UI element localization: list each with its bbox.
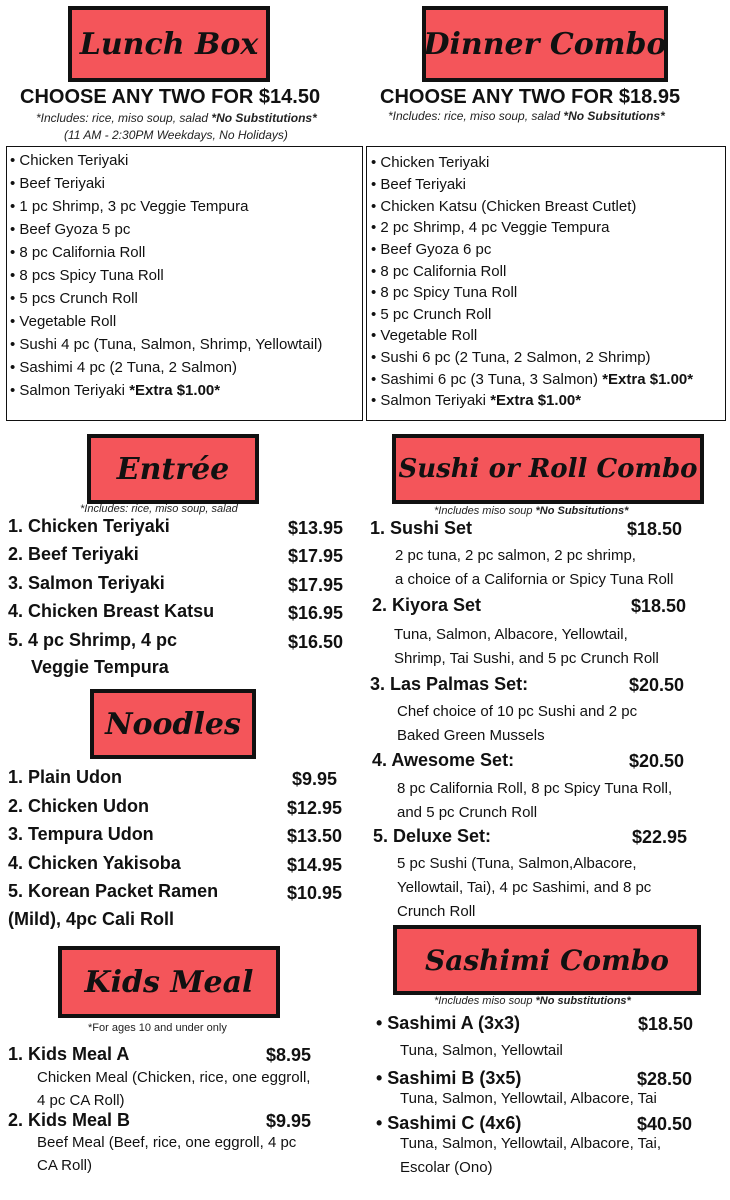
list-item-extra: *Extra $1.00* — [129, 382, 221, 399]
entree-item-price: $16.50 — [288, 632, 344, 652]
kids-item-name: 2. Kids Meal B — [8, 1110, 131, 1130]
sashimi-combo-title: Sashimi Combo — [425, 943, 669, 977]
sushi-set-desc: Tuna, Salmon, Albacore, Yellowtail, — [394, 626, 628, 643]
dinner-note-text: *Includes: rice, miso soup, salad — [388, 109, 564, 123]
list-item — [371, 154, 489, 171]
list-item — [371, 392, 581, 409]
list-item-text: • Beef Gyoza 5 pc — [10, 221, 131, 238]
list-item-text: • Chicken Teriyaki — [10, 152, 129, 169]
list-item-text: • Salmon Teriyaki — [10, 382, 130, 399]
list-item — [10, 198, 248, 215]
entree-banner — [87, 434, 259, 504]
dinner-note-bold: *No Subsitutions* — [563, 109, 665, 123]
sashimi-combo-banner — [393, 925, 701, 995]
sushi-combo-note — [434, 505, 628, 517]
list-item-text: • Sashimi 6 pc (3 Tuna, 3 Salmon) — [371, 371, 603, 388]
sashimi-item-name: • Sashimi B (3x5) — [376, 1068, 522, 1088]
sushi-set-name: 1. Sushi Set — [370, 518, 473, 538]
kids-item-desc: Beef Meal (Beef, rice, one eggroll, 4 pc — [37, 1134, 297, 1151]
sushi-set-price: $22.95 — [632, 827, 688, 847]
sashimi-item-desc: Tuna, Salmon, Yellowtail, Albacore, Tai, — [400, 1135, 661, 1152]
list-item-text: • Vegetable Roll — [371, 327, 478, 344]
list-item — [371, 327, 477, 344]
list-item — [10, 336, 322, 353]
list-item-text: • 8 pc Spicy Tuna Roll — [371, 284, 518, 301]
noodle-item-price: $13.50 — [287, 826, 343, 846]
list-item — [371, 198, 636, 215]
list-item — [371, 371, 693, 388]
entree-includes-note: *Includes: rice, miso soup, salad — [80, 503, 238, 515]
sashimi-item-desc: Escolar (Ono) — [400, 1159, 493, 1176]
lunch-note-text: *Includes: rice, miso soup, salad — [36, 111, 212, 125]
sashimi-item-desc: Tuna, Salmon, Yellowtail, Albacore, Tai — [400, 1090, 657, 1107]
list-item-text: • 2 pc Shrimp, 4 pc Veggie Tempura — [371, 219, 610, 236]
list-item-text: • Chicken Katsu (Chicken Breast Cutlet) — [371, 198, 637, 215]
sashimi-item-name: • Sashimi C (4x6) — [376, 1113, 522, 1133]
entree-item-price: $13.95 — [288, 518, 344, 538]
kids-item-desc: 4 pc CA Roll) — [37, 1092, 125, 1109]
sushi-set-name: 5. Deluxe Set: — [373, 826, 492, 846]
list-item-text: • Beef Teriyaki — [10, 175, 106, 192]
sushi-combo-note-text: *Includes miso soup — [434, 505, 536, 517]
list-item — [10, 267, 164, 284]
list-item-text: • 5 pcs Crunch Roll — [10, 290, 138, 307]
sushi-set-desc: Crunch Roll — [397, 903, 476, 920]
lunch-box-banner — [68, 6, 270, 82]
sushi-set-desc: Yellowtail, Tai), 4 pc Sashimi, and 8 pc — [397, 879, 652, 896]
list-item — [371, 241, 491, 258]
dinner-choose-heading: CHOOSE ANY TWO FOR $18.95 — [380, 86, 681, 108]
sushi-set-name: 3. Las Palmas Set: — [370, 674, 529, 694]
sushi-set-desc: a choice of a California or Spicy Tuna Roll — [395, 571, 674, 588]
lunch-note-bold: *No Substitutions* — [211, 111, 317, 125]
kids-item-name: 1. Kids Meal A — [8, 1044, 130, 1064]
sashimi-combo-note — [434, 995, 631, 1007]
lunch-choose-heading: CHOOSE ANY TWO FOR $14.50 — [20, 86, 321, 108]
kids-item-desc: Chicken Meal (Chicken, rice, one eggroll, — [37, 1069, 311, 1086]
noodles-banner — [90, 689, 256, 759]
list-item-text: • Beef Teriyaki — [371, 176, 467, 193]
kids-meal-banner — [58, 946, 280, 1018]
lunch-includes-note — [36, 111, 317, 125]
list-item — [371, 306, 491, 323]
sushi-set-price: $20.50 — [629, 751, 685, 771]
sashimi-item-price: $28.50 — [637, 1069, 693, 1089]
lunch-box-title: Lunch Box — [79, 26, 259, 62]
list-item — [10, 290, 138, 307]
list-item-text: • 8 pc California Roll — [371, 263, 507, 280]
sushi-set-desc: Chef choice of 10 pc Sushi and 2 pc — [397, 703, 638, 720]
entree-item-name: 2. Beef Teriyaki — [8, 544, 139, 564]
dinner-items-box — [366, 146, 726, 421]
sushi-set-desc: 5 pc Sushi (Tuna, Salmon,Albacore, — [397, 855, 637, 872]
noodle-item-name: 5. Korean Packet Ramen — [8, 881, 219, 901]
sushi-set-price: $18.50 — [627, 519, 683, 539]
kids-age-note: *For ages 10 and under only — [88, 1022, 227, 1034]
sushi-set-price: $18.50 — [631, 596, 687, 616]
list-item-text: • 5 pc Crunch Roll — [371, 306, 492, 323]
dinner-combo-title: Dinner Combo — [423, 26, 667, 62]
list-item-text: • Beef Gyoza 6 pc — [371, 241, 492, 258]
sushi-combo-title: Sushi or Roll Combo — [398, 454, 698, 484]
list-item — [371, 263, 506, 280]
entree-item-price: $17.95 — [288, 575, 344, 595]
list-item — [371, 176, 466, 193]
kids-meal-title: Kids Meal — [84, 964, 254, 1000]
entree-item-price: $16.95 — [288, 603, 344, 623]
list-item — [10, 359, 237, 376]
sashimi-item-desc: Tuna, Salmon, Yellowtail — [400, 1042, 563, 1059]
list-item-text: • 8 pcs Spicy Tuna Roll — [10, 267, 164, 284]
list-item — [371, 219, 609, 236]
entree-item-price: $17.95 — [288, 546, 344, 566]
noodle-item-name: 3. Tempura Udon — [8, 824, 154, 844]
sushi-set-name: 4. Awesome Set: — [372, 750, 515, 770]
kids-item-price: $9.95 — [266, 1111, 312, 1131]
list-item — [10, 244, 145, 261]
noodles-title: Noodles — [105, 706, 241, 742]
list-item-text: • Vegetable Roll — [10, 313, 117, 330]
entree-item-name: 5. 4 pc Shrimp, 4 pc — [8, 630, 178, 650]
dinner-combo-banner — [422, 6, 668, 82]
dinner-includes-note — [388, 109, 665, 123]
sushi-set-name: 2. Kiyora Set — [372, 595, 482, 615]
list-item-text: • 1 pc Shrimp, 3 pc Veggie Tempura — [10, 198, 249, 215]
sushi-set-desc: and 5 pc Crunch Roll — [397, 804, 538, 821]
list-item-text: • Sashimi 4 pc (2 Tuna, 2 Salmon) — [10, 359, 238, 376]
sashimi-item-price: $40.50 — [637, 1114, 693, 1134]
entree-title: Entrée — [116, 451, 230, 487]
lunch-items-box — [6, 146, 363, 421]
list-item — [10, 175, 105, 192]
noodle-item-name: 2. Chicken Udon — [8, 796, 150, 816]
list-item-extra: *Extra $1.00* — [602, 371, 694, 388]
sashimi-combo-note-text: *Includes miso soup — [434, 995, 536, 1007]
list-item — [371, 349, 651, 366]
noodle-item-price: $9.95 — [292, 769, 338, 789]
sushi-set-desc: 2 pc tuna, 2 pc salmon, 2 pc shrimp, — [395, 547, 636, 564]
sashimi-combo-note-bold: *No substitutions* — [535, 995, 631, 1007]
list-item-text: • Sushi 6 pc (2 Tuna, 2 Salmon, 2 Shrimp) — [371, 349, 651, 366]
list-item — [10, 382, 220, 399]
noodle-item-price: $12.95 — [287, 798, 343, 818]
sushi-set-desc: Shrimp, Tai Sushi, and 5 pc Crunch Roll — [394, 650, 659, 667]
noodle-item-name: 1. Plain Udon — [8, 767, 123, 787]
noodle-item-name: 4. Chicken Yakisoba — [8, 853, 181, 873]
kids-item-price: $8.95 — [266, 1045, 312, 1065]
list-item-text: • Chicken Teriyaki — [371, 154, 490, 171]
sushi-set-desc: Baked Green Mussels — [397, 727, 545, 744]
list-item-text: • 8 pc California Roll — [10, 244, 146, 261]
sushi-combo-note-bold: *No Subsitutions* — [535, 505, 629, 517]
list-item-extra: *Extra $1.00* — [490, 392, 582, 409]
sushi-combo-banner — [392, 434, 704, 504]
lunch-hours-note: (11 AM - 2:30PM Weekdays, No Holidays) — [64, 128, 288, 142]
entree-item-name: 4. Chicken Breast Katsu — [8, 601, 215, 621]
list-item — [10, 221, 130, 238]
noodle-item-name-cont: (Mild), 4pc Cali Roll — [8, 909, 175, 929]
list-item-text: • Sushi 4 pc (Tuna, Salmon, Shrimp, Yellowtail) — [10, 336, 323, 353]
noodle-item-price: $14.95 — [287, 855, 343, 875]
list-item — [10, 152, 128, 169]
list-item-text: • Salmon Teriyaki — [371, 392, 491, 409]
sashimi-item-price: $18.50 — [638, 1014, 694, 1034]
noodle-item-price: $10.95 — [287, 883, 343, 903]
sushi-set-price: $20.50 — [629, 675, 685, 695]
sushi-set-desc: 8 pc California Roll, 8 pc Spicy Tuna Roll, — [397, 780, 673, 797]
entree-item-name-cont: Veggie Tempura — [31, 657, 169, 677]
list-item — [10, 313, 116, 330]
entree-item-name: 3. Salmon Teriyaki — [8, 573, 165, 593]
sashimi-item-name: • Sashimi A (3x3) — [376, 1013, 521, 1033]
list-item — [371, 284, 517, 301]
entree-item-name: 1. Chicken Teriyaki — [8, 516, 170, 536]
kids-item-desc: CA Roll) — [37, 1157, 93, 1174]
